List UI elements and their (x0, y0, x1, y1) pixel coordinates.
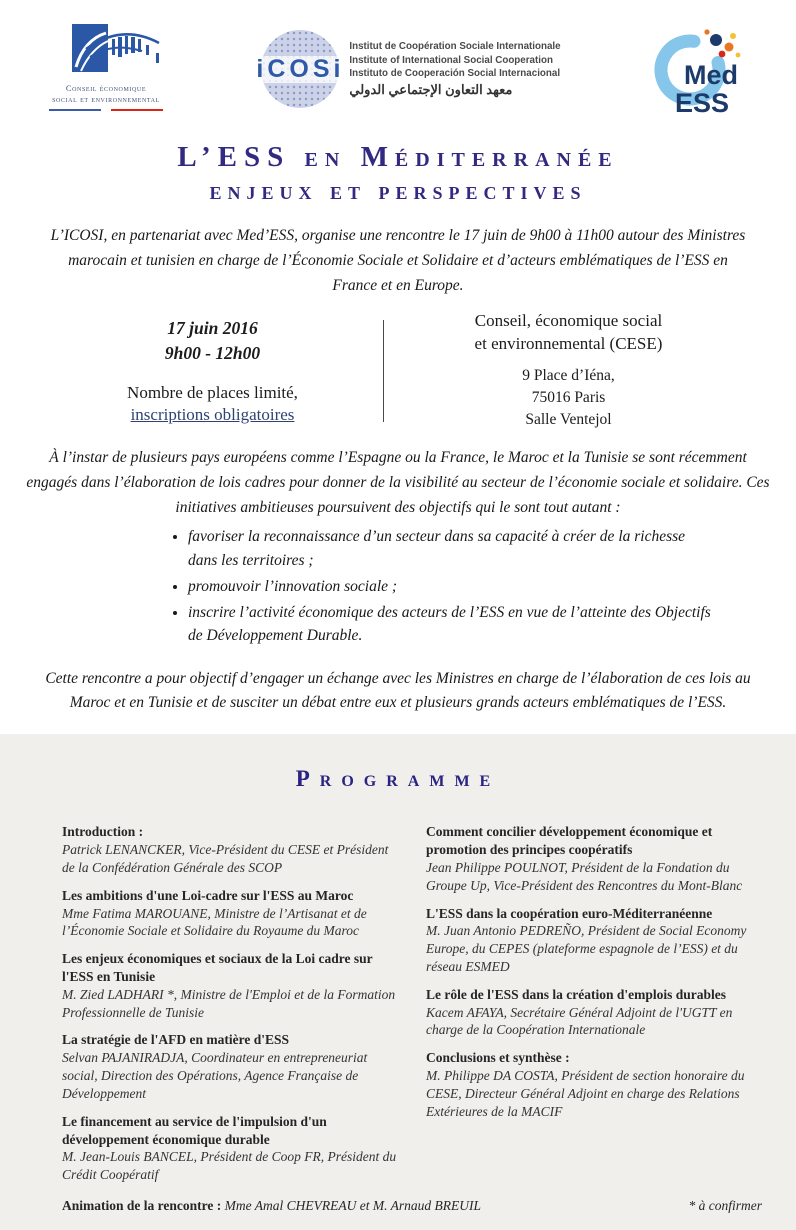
programme-columns (0, 811, 796, 1194)
icosi-name-ar: معهد التعاون الإجتماعي الدولي (349, 81, 513, 97)
intro-paragraph: L’ICOSI, en partenariat avec Med’ESS, organise une rencontre le 17 juin de 9h00 à 11h00 autour des Ministres marocain et tunisien en charge de l’Économie Sociale et Solidaire et d’acteurs emblématiques de l’ESS en France et en Europe. (50, 226, 746, 294)
programme-column-right (426, 823, 764, 1194)
cese-blue-bar (49, 109, 101, 111)
animation-text (62, 1198, 481, 1214)
event-date: 17 juin 2016 (167, 317, 258, 338)
programme-item-speaker: Mme Fatima MAROUANE, Ministre de l’Artisanat et de l’Économie Sociale et Solidaire du Royaume du Maroc (62, 905, 367, 939)
cese-caption-line2: social et environnemental (52, 94, 160, 105)
objective-item: • promouvoir l’innovation sociale ; (188, 575, 716, 598)
programme-item (426, 905, 764, 976)
icosi-name-fr: Institut de Coopération Sociale Internationale (349, 41, 561, 53)
programme-item-title: L'ESS dans la coopération euro-Méditerranéenne (426, 905, 713, 921)
programme-item-speaker: Jean Philippe POULNOT, Président de la Fondation du Groupe Up, Vice-Président des Rencontres du Mont-Blanc (426, 859, 743, 893)
closing-paragraph: Cette rencontre a pour objectif d’engager un échange avec les Ministres en charge de l’élaboration de ces lois au Maroc et en Tunisie et de susciter un débat entre eux et plusieurs grands acteurs emblématiques de l’ESS. (45, 669, 751, 712)
cese-caption-line1: Conseil économique (65, 83, 147, 93)
programme-item-speaker: Patrick LENANCKER, Vice-Président du CESE et Président de la Confédération Générale des SCOP (62, 842, 389, 875)
page-title-line1: L’ESS en Méditerranée (177, 141, 619, 173)
event-details (0, 310, 796, 431)
header-logos (0, 0, 796, 123)
icosi-acronym: iCOSi (253, 56, 347, 83)
event-datetime-block (57, 316, 369, 426)
cese-tricolor-bars (40, 109, 172, 111)
programme-item (62, 1113, 400, 1184)
venue-name-line2: et environnemental (CESE) (474, 334, 663, 354)
medess-dots (704, 29, 740, 57)
programme-item (426, 823, 764, 894)
icosi-name-block (349, 40, 560, 98)
programme-item-speaker: Selvan PAJANIRADJA, Coordinateur en entrepreneuriat social, Direction des Opérations, Agence Française de Développement (62, 1050, 368, 1101)
programme-item-speaker: M. Philippe DA COSTA, Président de section honoraire du CESE, Directeur Général Adjoint en charge des Relations Extérieures de la MACIF (426, 1068, 745, 1119)
programme-item (62, 887, 400, 940)
animation-names: Mme Amal CHEVREAU et M. Arnaud BREUIL (224, 1197, 481, 1213)
animation-line (0, 1194, 796, 1230)
programme-item-speaker: M. Juan Antonio PEDREÑO, Président de Social Economy Europe, du CEPES (plateforme espagnole de l’ESS) et du réseau ESMED (426, 923, 747, 975)
icosi-name-es: Instituto de Cooperación Social Internacional (349, 68, 561, 80)
programme-item (62, 823, 400, 876)
icosi-globe-icon (256, 30, 345, 108)
icosi-logo (256, 30, 561, 108)
cese-red-bar (111, 109, 163, 111)
programme-item-title: Conclusions et synthèse : (426, 1050, 570, 1066)
programme-item-title: Le rôle de l'ESS dans la création d'emplois durables (426, 986, 727, 1002)
registration-link[interactable]: inscriptions obligatoires (130, 405, 295, 425)
programme-item-title: Le financement au service de l'impulsion d'un développement économique durable (62, 1113, 327, 1147)
medess-word1: Med (683, 60, 738, 90)
event-time: 9h00 - 12h00 (164, 343, 261, 364)
programme-column-left (62, 823, 400, 1194)
medess-wave-icon (650, 24, 762, 118)
page-title-line2: enjeux et perspectives (209, 176, 587, 206)
programme-item-speaker: Kacem AFAYA, Secrétaire Général Adjoint de l'UGTT en charge de la Coopération Internationale (426, 1004, 733, 1038)
animation-label: Animation de la rencontre : (62, 1197, 222, 1213)
programme-item (426, 986, 764, 1039)
venue-address-line3: Salle Ventejol (525, 410, 612, 428)
objective-item: • inscrire l’activité économique des acteurs de l’ESS en vue de l’atteinte des Objectifs de Développement Durable. (188, 601, 716, 648)
programme-item (62, 950, 400, 1021)
medess-word2: ESS (674, 88, 730, 118)
programme-item-title: Les enjeux économiques et sociaux de la Loi cadre sur l'ESS en Tunisie (62, 951, 373, 985)
programme-item-title: Les ambitions d'une Loi-cadre sur l'ESS au Maroc (62, 887, 354, 903)
programme-item-title: Comment concilier développement économique et promotion des principes coopératifs (426, 824, 713, 858)
venue-address-line1: 9 Place d’Iéna, (522, 366, 615, 384)
context-paragraph: À l’instar de plusieurs pays européens comme l’Espagne ou la France, le Maroc et la Tunisie se sont récemment engagés dans l’élaboration de lois cadres pour donner de la visibilité au secteur de l’économie sociale et solidaire. Ces initiatives ambitieuses poursuivent des objectifs qui le sont tout autant : (26, 448, 770, 516)
venue-address-line2: 75016 Paris (531, 388, 606, 406)
objectives-list (170, 525, 716, 650)
objective-item: • favoriser la reconnaissance d’un secteur dans sa capacité à créer de la richesse dans les territoires ; (188, 525, 716, 572)
details-divider (383, 320, 384, 422)
venue-address (398, 365, 740, 431)
confirm-note: * à confirmer (688, 1197, 762, 1213)
medess-logo (650, 24, 766, 123)
page-title (0, 139, 796, 208)
seats-note: Nombre de places limité, (127, 383, 298, 403)
programme-item (426, 1049, 764, 1120)
venue-block (398, 310, 740, 431)
cese-palais-iena-icon (46, 24, 166, 78)
icosi-name-en: Institute of International Social Cooperation (349, 54, 553, 66)
venue-name-line1: Conseil, économique social (474, 311, 663, 331)
programme-section (0, 734, 796, 1230)
programme-item-speaker: M. Zied LADHARI *, Ministre de l'Emploi et de la Formation Professionnelle de Tunisie (62, 986, 396, 1020)
programme-item (62, 1031, 400, 1102)
cese-logo (40, 24, 172, 111)
programme-item-title: La stratégie de l'AFD en matière d'ESS (62, 1032, 289, 1048)
programme-item-title: Introduction : (62, 824, 144, 840)
programme-item-speaker: M. Jean-Louis BANCEL, Président de Coop FR, Président du Crédit Coopératif (62, 1149, 397, 1183)
programme-heading: Programme (295, 766, 501, 792)
